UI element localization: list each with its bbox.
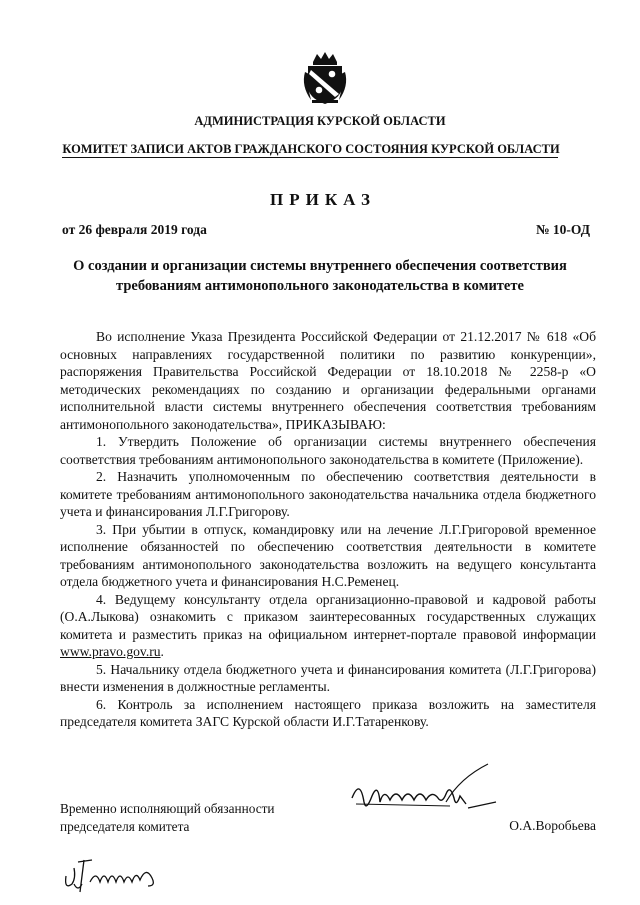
- order-item-5: 5. Начальнику отдела бюджетного учета и финансирования комитета (Л.Г.Григорова) внести изменения в должностные регламенты.: [60, 661, 596, 694]
- header-divider: [62, 157, 558, 158]
- document-date: от 26 февраля 2019 года: [62, 222, 207, 237]
- document-number: № 10-ОД: [535, 222, 590, 237]
- signatory-name: О.А.Воробьева: [509, 818, 596, 833]
- handwritten-initials: [62, 856, 166, 896]
- order-item-6: 6. Контроль за исполнением настоящего приказа возложить на заместителя председателя комитета ЗАГС Курской области И.Г.Татаренкову.: [60, 696, 596, 729]
- document-body: [60, 328, 596, 731]
- committee-name: КОМИТЕТ ЗАПИСИ АКТОВ ГРАЖДАНСКОГО СОСТОЯНИЯ КУРСКОЙ ОБЛАСТИ: [62, 142, 560, 156]
- handwritten-signature: [350, 758, 500, 828]
- order-item-2: 2. Назначить уполномоченным по обеспечению соответствия деятельности в комитете требованиям антимонопольного законодательства начальника отдела бюджетного учета и финансирования Л.Г.Григорову.: [60, 469, 596, 519]
- order-item-3: 3. При убытии в отпуск, командировку или на лечение Л.Г.Григоровой временное исполнение обязанностей по обеспечению соответствия деятельности в комитете требованиям антимонопольного законодательства возложить на ведущего консультанта отдела бюджетного учета и финансирования Н.С.Ременец.: [60, 521, 596, 589]
- order-item-4: [60, 591, 596, 661]
- coat-of-arms-icon: [299, 50, 351, 106]
- document-subject: О создании и организации системы внутреннего обеспечения соответствия требованиям антимонопольного законодательства в комитете: [73, 258, 567, 294]
- preamble-paragraph: Во исполнение Указа Президента Российской Федерации от 21.12.2017 № 618 «Об основных направлениях государственной политики по развитию конкуренции», распоряжения Правительства Российской Федерации от 18.10.2018 № 2258-р «О методических рекомендациях по созданию и организации федеральными органами исполнительной власти системы внутреннего обеспечения соответствия требованиям антимонопольного законодательства», ПРИКАЗЫВАЮ:: [60, 329, 596, 432]
- order-item-4-text: 4. Ведущему консультанту отдела организационно-правовой и кадровой работы (О.А.Лыкова) ознакомить с приказом заинтересованных государственных служащих комитета и разместить приказ на официальном интернет-портале правовой информации: [60, 591, 596, 642]
- organization-name: АДМИНИСТРАЦИЯ КУРСКОЙ ОБЛАСТИ: [194, 114, 446, 128]
- signatory-position: [60, 800, 275, 835]
- document-type: ПРИКАЗ: [270, 190, 376, 209]
- order-item-1: 1. Утвердить Положение об организации системы внутреннего обеспечения соответствия требованиям антимонопольного законодательства в комитете (Приложение).: [60, 434, 596, 467]
- pravo-link[interactable]: www.pravo.gov.ru: [60, 644, 161, 659]
- signatory-position-line2: председателя комитета: [60, 818, 190, 834]
- signatory-position-line1: Временно исполняющий обязанности: [60, 801, 275, 816]
- order-item-4-end: .: [160, 644, 164, 659]
